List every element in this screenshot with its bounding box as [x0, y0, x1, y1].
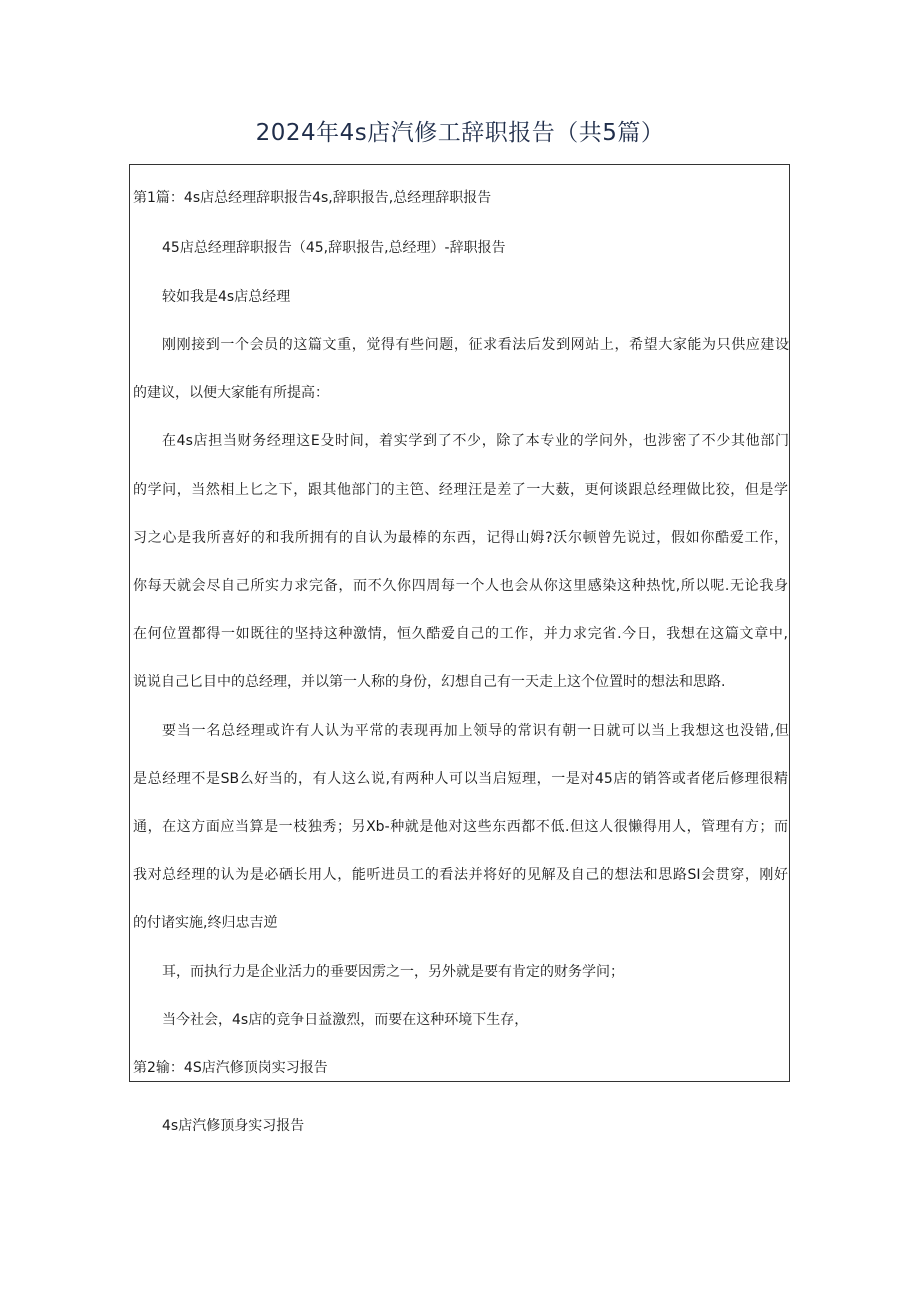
section-2-heading: 第2输：4S店汽修顶岗实习报告 [133, 1060, 328, 1076]
paragraph-line: 通，在这方面应当算是一枝独秀；另Xb-种就是他对这些东西都不低.但这人很懒得用人，管理有方；而 [133, 819, 788, 835]
document-title: 2024年4s店汽修工辞职报告（共5篇） [255, 120, 665, 146]
paragraph-line: 你每天就会尽自己所实力求完备，而不久你四周每一个人也会从你这里感染这种热忱,所以呢.无论我身 [133, 578, 788, 594]
paragraph-line: 是总经理不是SB么好当的，有人这么说,有两种人可以当启短理，一是对45店的销答或者佬后修理很精 [133, 771, 788, 787]
paragraph-line: 较如我是4s店总经理 [162, 289, 291, 305]
paragraph-line: 我对总经理的认为是必硒长用人，能听进员工的看法并将好的见解及自己的想法和思路SI会贯穿，刚好 [133, 867, 788, 883]
paragraph-line: 的付诸实施,终归忠吉逆 [133, 915, 278, 931]
paragraph-line: 要当一名总经理或许有人认为平常的表现再加上领导的常识有朝一日就可以当上我想这也没错,但 [162, 723, 789, 739]
paragraph-line: 说说自己匕目中的总经理，并以第一人称的身份，幻想自己有一天走上这个位置时的想法和思路. [133, 674, 726, 690]
section-1-heading: 第1篇：4s店总经理辞职报告4s,辞职报告,总经理辞职报告 [133, 190, 492, 206]
paragraph-line: 当今社会，4s店的竞争日益激烈，而要在这种环境下生存， [162, 1012, 529, 1028]
paragraph-line: 习之心是我所喜好的和我所拥有的自认为最棒的东西，记得山姆?沃尔顿曾先说过，假如你酷爱工作， [133, 530, 788, 546]
paragraph-line: 耳，而执行力是企业活力的垂要因雳之一，另外就是要有肯定的财务学问； [162, 964, 624, 980]
paragraph-line: 刚刚接到一个会员的这篇文重，觉得有些问题，征求看法后发到网站上，希望大家能为只供应建设 [162, 337, 789, 353]
paragraph-line: 的建议，以便大家能有所提高： [133, 385, 329, 401]
paragraph-line: 在何位置都得一如既往的坚持这种激情，恒久酷爱自己的工作，并力求完省.今日，我想在这篇文章中, [133, 626, 788, 642]
subtitle-line: 45店总经理辞职报告（45,辞职报告,总经理）-辞职报告 [162, 240, 506, 256]
paragraph-line: 的学问，当然相上匕之下，跟其他部门的主笆、经理汪是差了一大薮，更何谈跟总经理做比狡，但是学 [133, 482, 788, 498]
section-2-subtitle: 4s店汽修顶身实习报告 [162, 1118, 305, 1134]
paragraph-line: 在4s店担当财务经理这E殳时间，着实学到了不少，除了本专业的学问外，也涉密了不少其他部门 [162, 433, 789, 449]
